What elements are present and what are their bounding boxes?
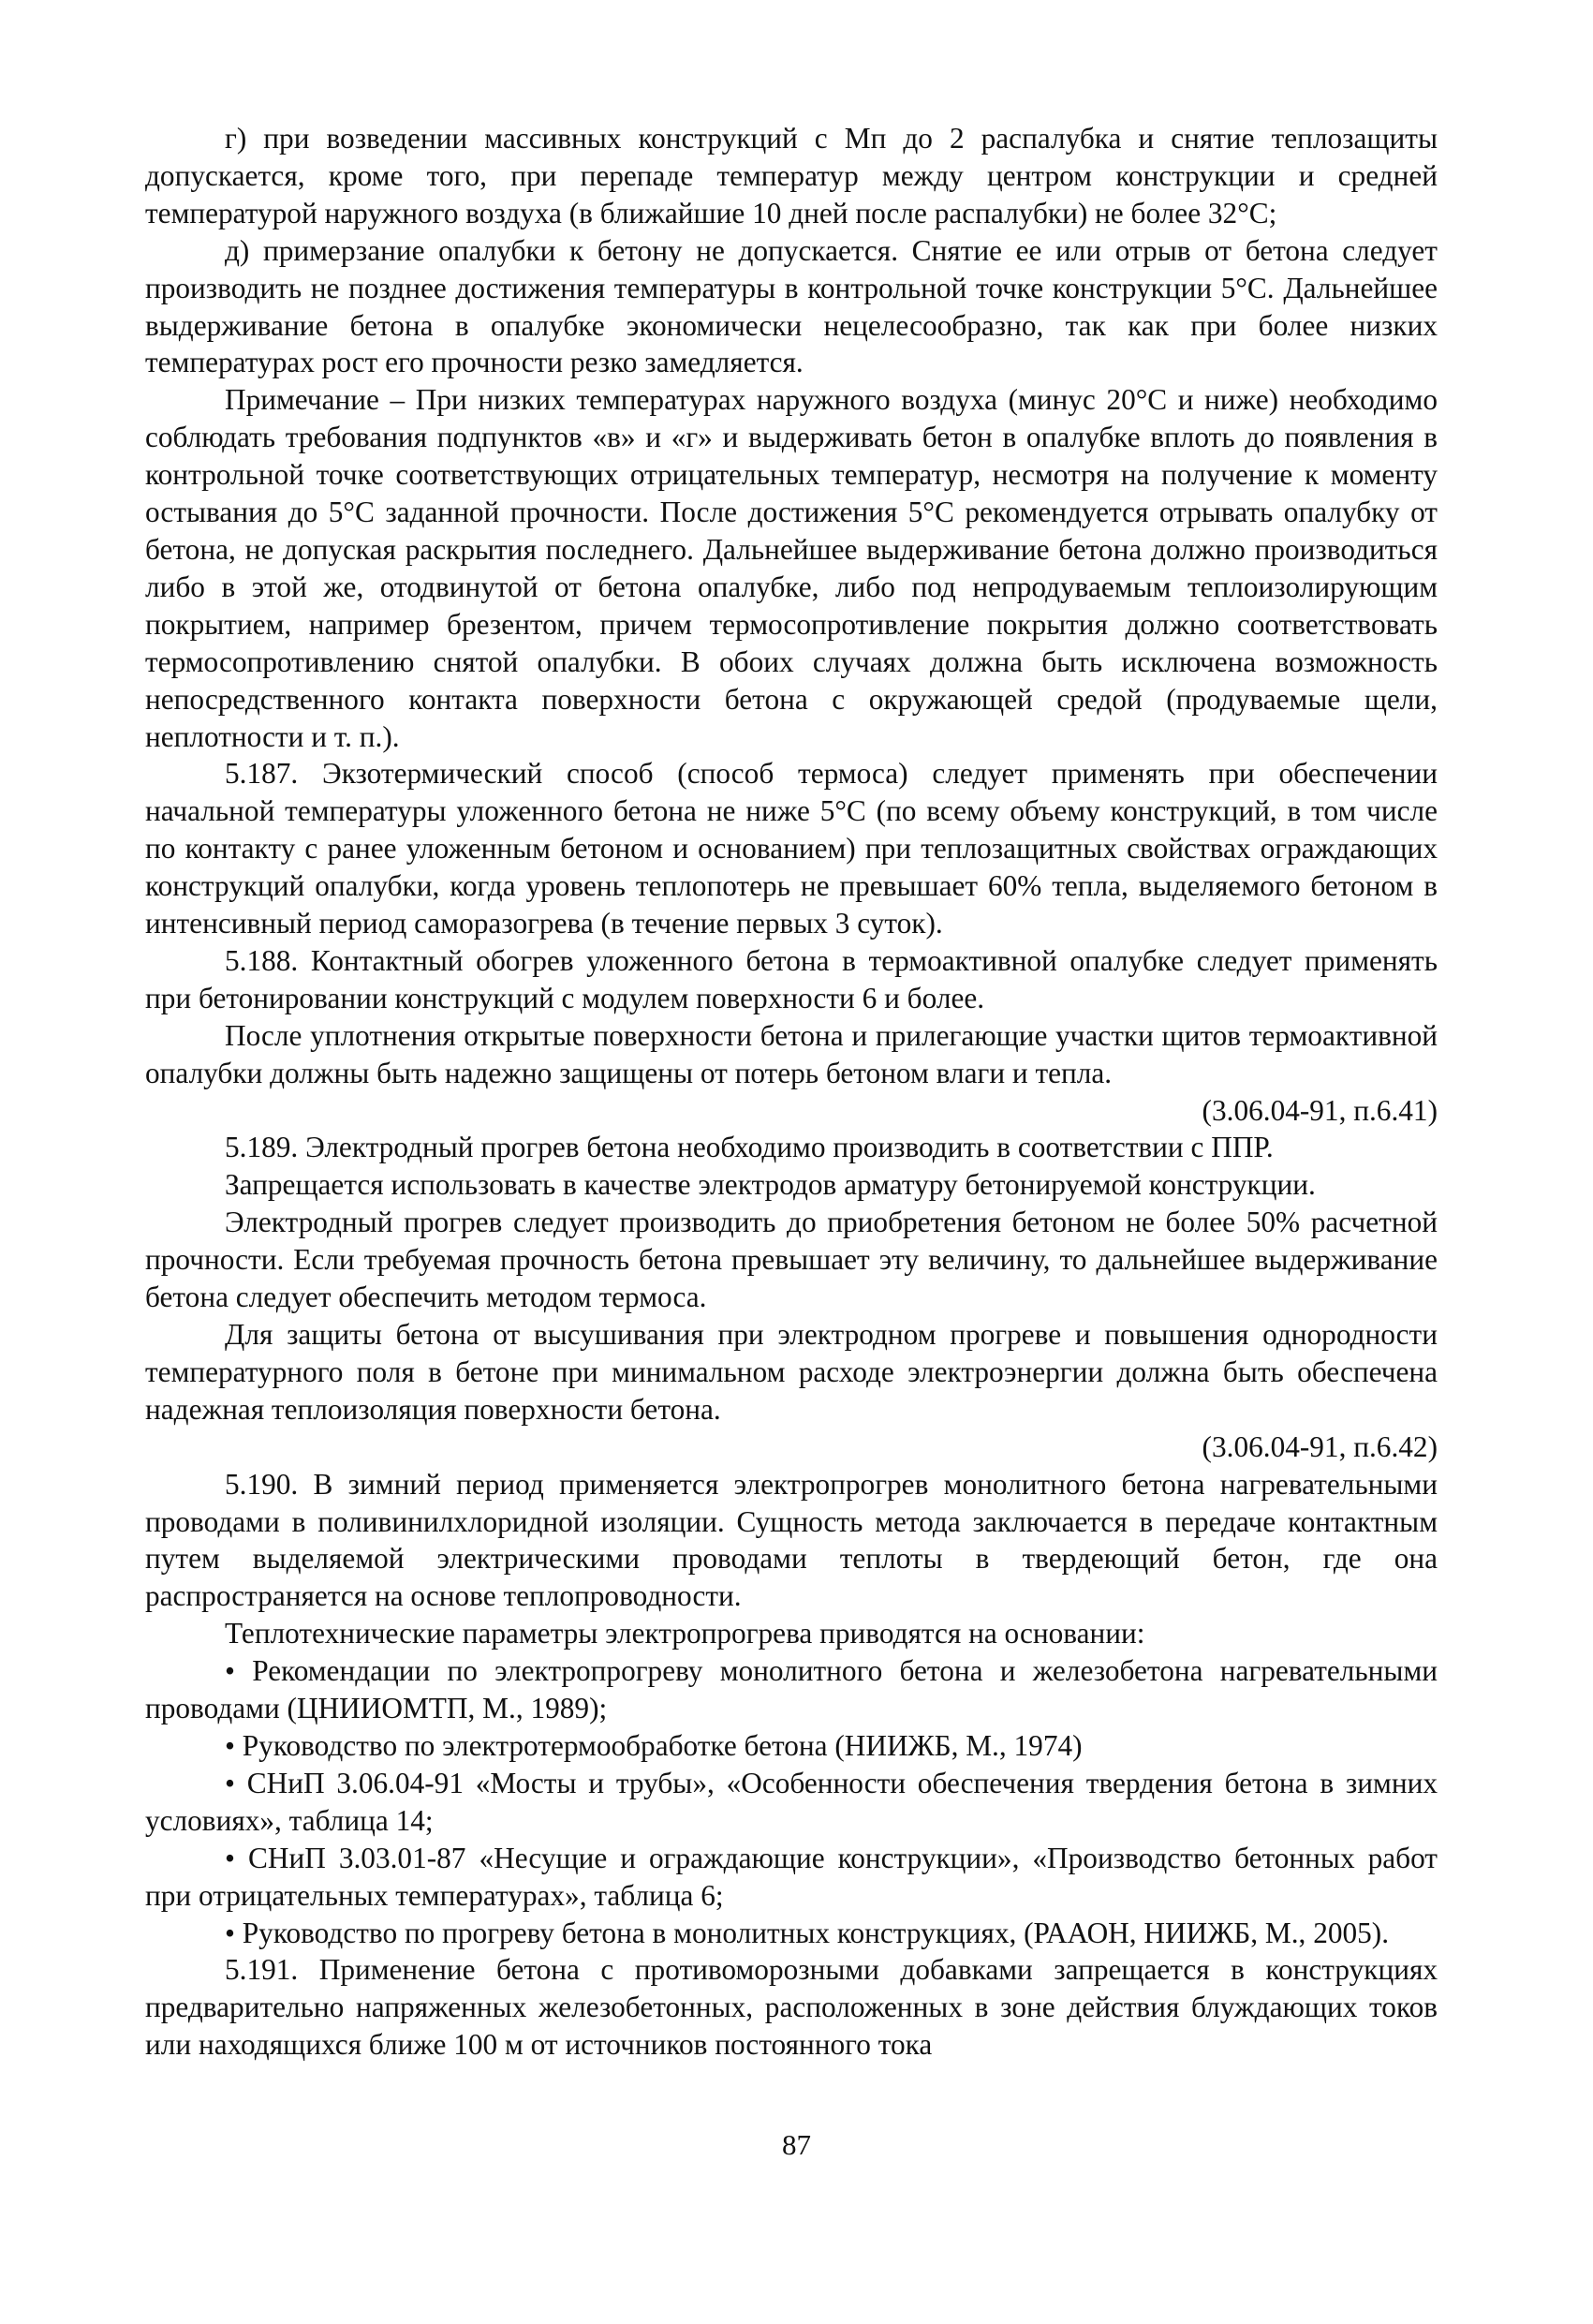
clause-5-189-insulation: Для защиты бетона от высушивания при электродном прогреве и повышения однородности температурного поля в бетоне при минимальном расходе электроэнергии должна быть обеспечена надежная теплоизоляция поверхности бетона.	[145, 1318, 1438, 1426]
clause-5-189-prohibition: Запрещается использовать в качестве электродов арматуру бетонируемой конструкции.	[225, 1168, 1316, 1202]
note-paragraph: Примечание – При низких температурах наружного воздуха (минус 20°С и ниже) необходимо соблюдать требования подпунктов «в» и «г» и выдерживать бетон в опалубке вплоть до появления в контрольной точке соответствующих отрицательных температур, несмотря на получение к моменту остывания до 5°С заданной прочности. После достижения 5°С рекомендуется отрывать опалубку от бетона, не допуская раскрытия последнего. Дальнейшее выдерживание бетона должно производиться либо в этой же, отодвинутой от бетона опалубке, либо под непродуваемым теплоизолирующим покрытием, например брезентом, причем термосопротивление покрытия должно соответствовать термосопротивлению снятой опалубки. В обоих случаях должна быть исключена возможность непосредственного контакта поверхности бетона с окружающей средой (продуваемые щели, неплотности и т. п.).	[145, 383, 1438, 753]
clause-5-191: 5.191. Применение бетона с противоморозными добавками запрещается в конструкциях предварительно напряженных железобетонных, расположенных в зоне действия блуждающих токов или находящихся ближе 100 м от источников постоянного тока	[145, 1953, 1438, 2062]
clause-5-189-strength-limit: Электродный прогрев следует производить до приобретения бетоном не более 50% расчетной прочности. Если требуемая прочность бетона превышает эту величину, то дальнейшее выдерживание бетона следует обеспечить методом термоса.	[145, 1206, 1438, 1314]
bullet-item-raaon-2005: • Руководство по прогреву бетона в монолитных конструкциях, (РААОН, НИИЖБ, М., 2005).	[225, 1916, 1390, 1949]
clause-5-190: 5.190. В зимний период применяется электропрогрев монолитного бетона нагревательными проводами в поливинилхлоридной изоляции. Сущность метода заключается в передаче контактным путем выделяемой электрическими проводами теплоты в твердеющий бетон, где она распространяется на основе теплопроводности.	[145, 1467, 1438, 1613]
bullet-item-snip-3-06-04-91: • СНиП 3.06.04-91 «Мосты и трубы», «Особенности обеспечения твердения бетона в зимних условиях», таблица 14;	[145, 1766, 1438, 1837]
bullet-item-snip-3-03-01-87: • СНиП 3.03.01-87 «Несущие и ограждающие конструкции», «Производство бетонных работ при отрицательных температурах», таблица 6;	[145, 1841, 1438, 1912]
bullet-item-tsniiomtp: • Рекомендации по электропрогреву монолитного бетона и железобетона нагревательными проводами (ЦНИИОМТП, М., 1989);	[145, 1654, 1438, 1725]
clause-5-187: 5.187. Экзотермический способ (способ термоса) следует применять при обеспечении начальной температуры уложенного бетона не ниже 5°С (по всему объему конструкций, в том числе по контакту с ранее уложенным бетоном и основанием) при теплозащитных свойствах ограждающих конструкций опалубки, когда уровень теплопотерь не превышает 60% тепла, выделяемого бетоном в интенсивный период саморазогрева (в течение первых 3 суток).	[145, 757, 1438, 940]
document-body	[145, 120, 1438, 2064]
paragraph-item-g: г) при возведении массивных конструкций с Мп до 2 распалубка и снятие теплозащиты допускается, кроме того, при перепаде температур между центром конструкции и средней температурой наружного воздуха (в ближайшие 10 дней после распалубки) не более 32°С;	[145, 122, 1438, 229]
paragraph-item-d: д) примерзание опалубки к бетону не допускается. Снятие ее или отрыв от бетона следует производить не позднее достижения температуры в контрольной точке конструкции 5°С. Дальнейшее выдерживание бетона в опалубке экономически нецелесообразно, так как при более низких температурах рост его прочности резко замедляется.	[145, 233, 1438, 379]
clause-5-188: 5.188. Контактный обогрев уложенного бетона в термоактивной опалубке следует применять при бетонировании конструкций с модулем поверхности 6 и более.	[145, 943, 1438, 1014]
page-number: 87	[782, 2128, 811, 2161]
bullet-item-niizhb-1974: • Руководство по электротермообработке бетона (НИИЖБ, М., 1974)	[225, 1728, 1083, 1762]
clause-5-189: 5.189. Электродный прогрев бетона необходимо производить в соответствии с ППР.	[225, 1131, 1274, 1164]
reference-6-41: (3.06.04-91, п.6.41)	[1202, 1093, 1438, 1127]
clause-5-188-continuation: После уплотнения открытые поверхности бетона и прилегающие участки щитов термоактивной опалубки должны быть надежно защищены от потерь бетоном влаги и тепла.	[145, 1018, 1438, 1089]
clause-5-190-basis-intro: Теплотехнические параметры электропрогрева приводятся на основании:	[225, 1617, 1145, 1650]
reference-6-42: (3.06.04-91, п.6.42)	[1202, 1429, 1438, 1463]
